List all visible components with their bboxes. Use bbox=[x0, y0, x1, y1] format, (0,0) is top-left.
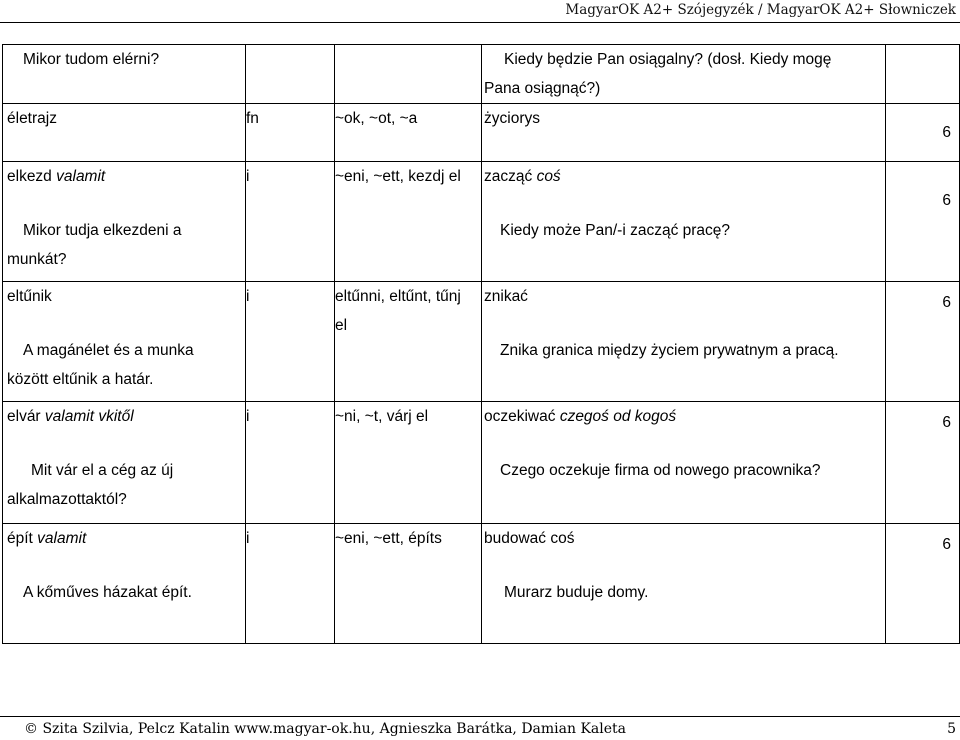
example-hu-line2: alkalmazottaktól? bbox=[7, 491, 127, 508]
forms-cell bbox=[335, 524, 482, 644]
hu-cell bbox=[3, 104, 246, 162]
table-row bbox=[3, 45, 960, 104]
lesson-number: 6 bbox=[942, 414, 951, 431]
word-forms: ~ni, ~t, várj el bbox=[335, 408, 429, 425]
hu-cell bbox=[3, 402, 246, 524]
hu-cell bbox=[3, 282, 246, 402]
headword-hu: életrajz bbox=[7, 110, 57, 127]
headword-hu: eltűnik bbox=[7, 288, 52, 305]
footer-credits: © Szita Szilvia, Pelcz Katalin www.magyar-ok.hu, Agnieszka Barátka, Damian Kaleta bbox=[24, 721, 626, 737]
page-footer bbox=[24, 719, 956, 739]
example-hu: Mikor tudom elérni? bbox=[23, 51, 160, 68]
forms-cell bbox=[335, 402, 482, 524]
type-cell bbox=[246, 282, 335, 402]
lesson-cell bbox=[886, 162, 960, 282]
forms-cell bbox=[335, 45, 482, 104]
lesson-cell bbox=[886, 104, 960, 162]
forms-cell bbox=[335, 162, 482, 282]
translation-pl: znikać bbox=[484, 288, 528, 305]
example-hu: A kőműves házakat épít. bbox=[23, 584, 192, 601]
pl-cell bbox=[482, 104, 886, 162]
table-row bbox=[3, 162, 960, 282]
pl-cell bbox=[482, 162, 886, 282]
pl-cell bbox=[482, 524, 886, 644]
lesson-number: 6 bbox=[942, 536, 951, 553]
page-header: MagyarOK A2+ Szójegyzék / MagyarOK A2+ Słowniczek bbox=[565, 2, 956, 18]
headword-hu: épít bbox=[7, 530, 33, 547]
example-pl: Czego oczekuje firma od nowego pracownika? bbox=[500, 462, 821, 479]
lesson-number: 6 bbox=[942, 124, 951, 141]
page-number: 5 bbox=[947, 721, 956, 737]
word-forms: ~ok, ~ot, ~a bbox=[335, 110, 418, 127]
example-pl: Murarz buduje domy. bbox=[504, 584, 649, 601]
headword-hu: elvár bbox=[7, 408, 41, 425]
word-forms-line1: eltűnni, eltűnt, tűnj bbox=[335, 288, 461, 305]
table-row bbox=[3, 104, 960, 162]
lesson-number: 6 bbox=[942, 294, 951, 311]
translation-pl: oczekiwać bbox=[484, 408, 556, 425]
type-cell bbox=[246, 162, 335, 282]
lesson-number: 6 bbox=[942, 192, 951, 209]
example-pl-line1: Kiedy będzie Pan osiągalny? (dosł. Kiedy mogę bbox=[504, 51, 832, 68]
example-hu-line1: Mikor tudja elkezdeni a bbox=[23, 222, 182, 239]
forms-cell bbox=[335, 282, 482, 402]
example-hu-line1: Mit vár el a cég az új bbox=[31, 462, 174, 479]
hu-cell bbox=[3, 45, 246, 104]
word-type: i bbox=[246, 288, 250, 305]
word-type: i bbox=[246, 168, 250, 185]
type-cell bbox=[246, 524, 335, 644]
pl-cell bbox=[482, 402, 886, 524]
lesson-cell bbox=[886, 282, 960, 402]
header-divider bbox=[0, 22, 960, 23]
vocabulary-table bbox=[2, 44, 960, 644]
example-hu-line1: A magánélet és a munka bbox=[23, 342, 194, 359]
pl-cell bbox=[482, 45, 886, 104]
headword-hu: elkezd bbox=[7, 168, 52, 185]
lesson-cell bbox=[886, 524, 960, 644]
word-forms: ~eni, ~ett, építs bbox=[335, 530, 442, 547]
lesson-cell bbox=[886, 45, 960, 104]
forms-cell bbox=[335, 104, 482, 162]
word-forms: ~eni, ~ett, kezdj el bbox=[335, 168, 461, 185]
example-hu-line2: között eltűnik a határ. bbox=[7, 371, 154, 388]
table-row bbox=[3, 524, 960, 644]
hu-cell bbox=[3, 162, 246, 282]
table-row bbox=[3, 282, 960, 402]
lesson-cell bbox=[886, 402, 960, 524]
headword-object: valamit vkitől bbox=[44, 408, 134, 425]
word-type: i bbox=[246, 408, 250, 425]
translation-object: coś bbox=[536, 168, 561, 185]
pl-cell bbox=[482, 282, 886, 402]
headword-object: valamit bbox=[56, 168, 106, 185]
type-cell bbox=[246, 104, 335, 162]
translation-pl: życiorys bbox=[484, 110, 540, 127]
headword-object: valamit bbox=[37, 530, 87, 547]
word-type: fn bbox=[246, 110, 259, 127]
example-pl: Kiedy może Pan/-i zacząć pracę? bbox=[500, 222, 731, 239]
table-row bbox=[3, 402, 960, 524]
example-pl-line2: Pana osiągnąć?) bbox=[484, 80, 601, 97]
type-cell bbox=[246, 45, 335, 104]
word-type: i bbox=[246, 530, 250, 547]
type-cell bbox=[246, 402, 335, 524]
translation-pl: zacząć bbox=[484, 168, 533, 185]
word-forms-line2: el bbox=[335, 317, 348, 334]
example-hu-line2: munkát? bbox=[7, 251, 67, 268]
hu-cell bbox=[3, 524, 246, 644]
translation-pl: budować coś bbox=[484, 530, 575, 547]
example-pl: Znika granica między życiem prywatnym a pracą. bbox=[500, 342, 839, 359]
translation-object: czegoś od kogoś bbox=[559, 408, 677, 425]
footer-divider bbox=[0, 716, 960, 717]
